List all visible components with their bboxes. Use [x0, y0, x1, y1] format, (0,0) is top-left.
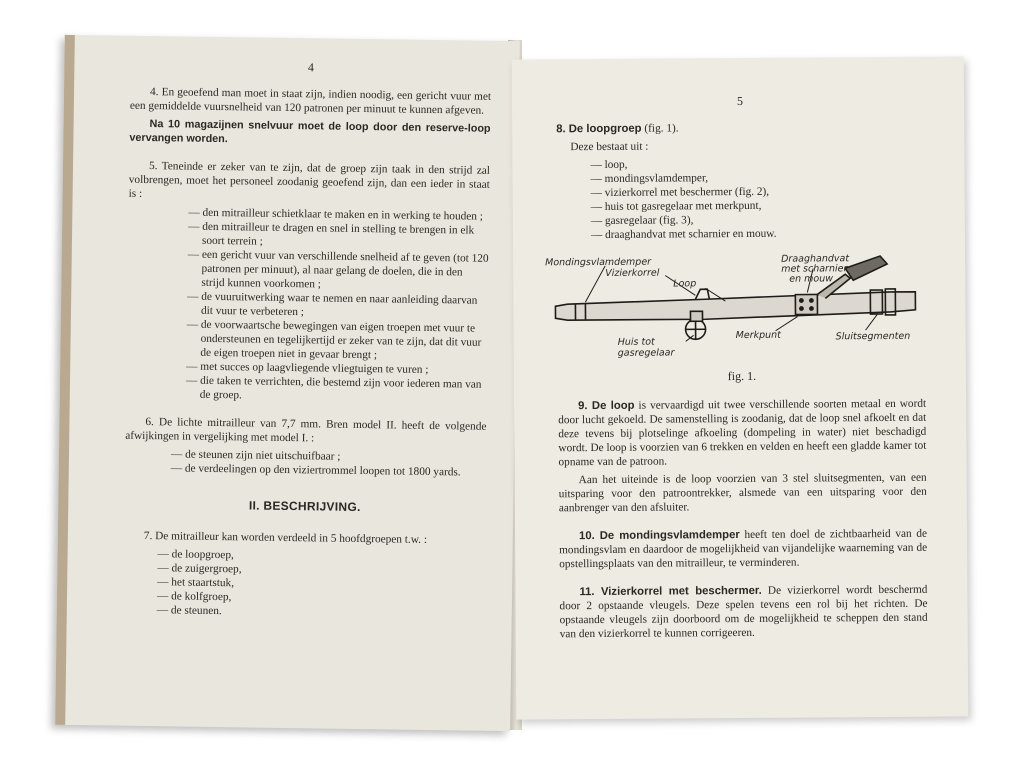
label-draaghandvat: Draaghandvat	[781, 253, 850, 265]
section-8-list	[556, 156, 925, 243]
list-item: — de vuuruitwerking waar te nemen en naar aanleiding daarvan dit vuur te verbeteren ;	[187, 290, 478, 319]
section-9-title: 9. De loop	[578, 399, 635, 413]
section-6-text: 6. De lichte mitrailleur van 7,7 mm. Bren model II. heeft de volgende afwijkingen in vergelijking met model I. :	[125, 416, 487, 445]
list-item: — de kolfgroep,	[156, 590, 232, 604]
label-loop: Loop	[673, 278, 697, 290]
barrel-diagram	[545, 254, 926, 367]
list-item: — loop,	[590, 158, 628, 172]
list-item: — mondingsvlamdemper,	[590, 172, 709, 186]
section-5-list	[126, 205, 490, 406]
section-7-text: 7. De mitrailleur kan worden verdeeld in 5 hoofdgroepen t.w. :	[143, 530, 428, 546]
page-number-right: 5	[736, 93, 744, 109]
right-page	[512, 56, 969, 719]
label-sluitsegmenten: Sluitsegmenten	[835, 330, 911, 343]
section-5-text: 5. Teneinde er zeker van te zijn, dat de groep zijn taak in den strijd zal volbrengen, moet het personeel zoodanig geoefend zijn, dan een ieder in staat is :	[128, 160, 491, 200]
label-en-mouw: en mouw	[789, 273, 834, 285]
barrel-drawing	[545, 254, 926, 367]
label-mondingsvlamdemper: Mondingsvlamdemper	[545, 256, 652, 269]
list-item: — de voorwaartsche bewegingen van eigen troepen met vuur te ondersteunen en tegelijkertijd er zeker van te zijn, dat dit vuur de eigen troepen niet in gevaar brengt ;	[186, 318, 482, 362]
section-10-title: 10. De mondingsvlamdemper	[578, 529, 740, 543]
section-8-ref: (fig. 1).	[641, 122, 679, 135]
label-huis-tot: Huis tot	[617, 336, 655, 348]
section-9-text: is vervaardigd uit twee verschillende soorten metaal en wordt door lucht gekoeld. De samenstelling is zoodanig, dat de loop snel afkoelt en dat deze tevens bij plotselinge afkoeling (dompeling in water) niet beschadigd wordt. De loop is voorzien van 6 trekken en velden en heeft een gladde kamer tot opname van de patroon.	[558, 397, 927, 469]
list-item: — de zuigergroep,	[157, 562, 242, 576]
section-6-list	[125, 447, 486, 480]
figure-caption: fig. 1.	[727, 368, 757, 384]
list-item: — met succes op laagvliegende vliegtuigen te vuren ;	[186, 360, 429, 376]
page-number-left: 4	[307, 60, 315, 75]
section-9-text-2: Aan het uiteinde is de loop voorzien van 3 stel sluitsegmenten, van een uitsparing voor den patroontrekker, alsmede van een uitsparing voor den aanbrenger van den afsluiter.	[558, 471, 927, 515]
label-merkpunt: Merkpunt	[735, 329, 781, 342]
label-met-scharnier: met scharnier	[781, 263, 848, 275]
label-gasregelaar: gasregelaar	[617, 347, 675, 359]
list-item: — den mitrailleur schietklaar te maken en in werking te houden ;	[188, 206, 484, 223]
section-8-title: 8. De loopgroep	[556, 122, 642, 136]
list-item: — de steunen.	[156, 604, 222, 618]
list-item: — de loopgroep,	[157, 548, 234, 562]
section-4-note: Na 10 magazijnen snelvuur moet de loop door den reserve-loop vervangen worden.	[129, 118, 491, 146]
list-item: — huis tot gasregelaar met merkpunt,	[590, 199, 762, 214]
section-10-text: heeft ten doel de zichtbaarheid van de mondingsvlam en daardoor de mogelijkheid van vijandelijke waarneming van de opstellingsplaats van den mitrailleur, te verminderen.	[559, 527, 928, 571]
section-4-text: 4. En geoefend man moet in staat zijn, indien noodig, een gericht vuur met een gemiddelde vuursnelheid van 120 patronen per minuut te kunnen afgeven.	[129, 86, 492, 117]
list-item: — het staartstuk,	[157, 576, 235, 590]
left-page	[55, 35, 520, 731]
list-item: — een gericht vuur van verschillende snelheid af te geven (tot 120 patronen per minuut), al naar gelang de doelen, die in den strijd kunnen voorkomen ;	[187, 248, 489, 291]
section-11-title: 11. Vizierkorrel met beschermer.	[579, 584, 762, 599]
list-item: — gasregelaar (fig. 3),	[590, 214, 694, 228]
label-vizierkorrel: Vizierkorrel	[605, 267, 660, 279]
section-7-list	[123, 547, 485, 622]
list-item: — draaghandvat met scharnier en mouw.	[590, 227, 777, 242]
list-item: — die taken te verrichten, die bestemd zijn voor iederen man van de groep.	[185, 374, 482, 402]
list-item: — de steunen zijn niet uitschuifbaar ;	[170, 448, 341, 463]
list-item: — den mitrailleur te dragen en snel in stelling te brengen in elk soort terrein ;	[188, 220, 475, 248]
list-item: — vizierkorrel met beschermer (fig. 2),	[590, 185, 770, 200]
list-item: — de verdeelingen op den viziertrommel loopen tot 1800 yards.	[170, 462, 461, 479]
section-heading: II. BESCHRIJVING.	[248, 498, 361, 515]
section-8-intro: Deze bestaat uit :	[570, 140, 649, 154]
section-11-text: De vizierkorrel wordt beschermd door 2 opstaande vleugels. Deze spelen tevens een rol bij het richten. De opstaande vleugels zijn doorboord om de mogelijkheid te scheppen den stand van den vizierkorrel te kunnen corrigeeren.	[559, 583, 928, 641]
